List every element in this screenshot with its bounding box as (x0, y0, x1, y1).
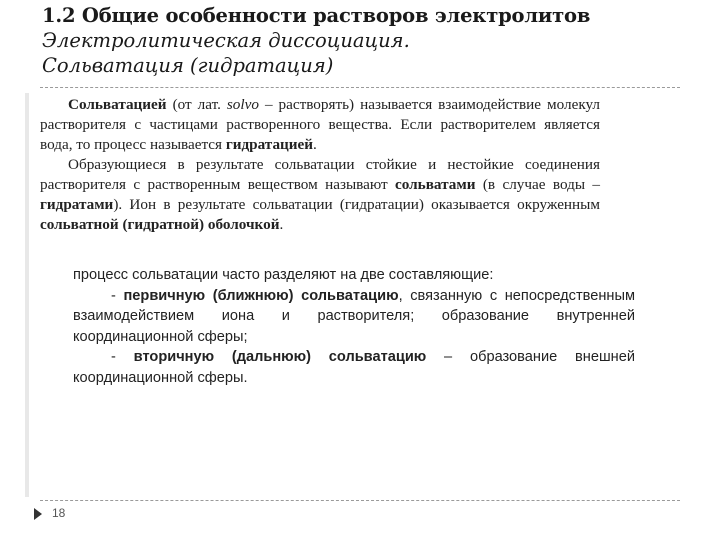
paragraph-solvates (40, 155, 600, 235)
left-accent-bar (25, 93, 29, 497)
paragraph-solvation (40, 95, 600, 155)
term-solvate-shell: сольватной (гидратной) оболочкой (40, 216, 280, 233)
text: ). Ион в результате сольватации (гидратации) оказывается окруженным (113, 196, 600, 213)
text: , связанную с непосредственным взаимодействием иона и растворителя; образование внутренней координационной сферы; (73, 287, 635, 345)
definition-text (40, 95, 600, 235)
text: (в случае воды – (475, 176, 601, 193)
play-triangle-icon (34, 508, 42, 520)
term-solvation: Сольватацией (68, 96, 167, 113)
bottom-divider (40, 500, 680, 501)
text: – образование внешней координационной сферы. (73, 349, 635, 386)
term-solvates: сольватами (395, 176, 476, 193)
text: Образующиеся в результате сольватации стойкие и нестойкие соединения растворителя с растворенным веществом называют (40, 156, 600, 193)
term-primary-solvation: первичную (ближнюю) сольватацию (123, 287, 399, 304)
text: . (313, 136, 317, 153)
top-divider (40, 87, 680, 88)
title-line-3: Сольватация (гидратация) (42, 54, 334, 77)
text: . (279, 216, 284, 233)
term-secondary-solvation: вторичную (дальнюю) сольватацию (133, 349, 427, 365)
list-item-secondary (73, 347, 635, 388)
text: - (111, 349, 134, 365)
list-item-primary (73, 286, 635, 348)
text: (от лат. (166, 96, 227, 113)
latin-word: solvo (226, 96, 259, 113)
title-line-1: 1.2 Общие особенности растворов электролитов (42, 4, 591, 27)
page-number: 18 (52, 506, 66, 520)
title-line-2: Электролитическая диссоциация. (42, 29, 410, 52)
term-hydration: гидратацией (225, 136, 314, 153)
term-hydrates: гидратами (40, 196, 114, 213)
solvation-components (73, 265, 635, 388)
components-intro: процесс сольватации часто разделяют на две составляющие: (73, 267, 494, 283)
text: – растворять) называется взаимодействие молекул растворителя с частицами растворенного вещества. Если растворителем является вода, то процесс называется (40, 96, 600, 153)
text: - (111, 287, 124, 304)
slide-title (42, 4, 702, 78)
